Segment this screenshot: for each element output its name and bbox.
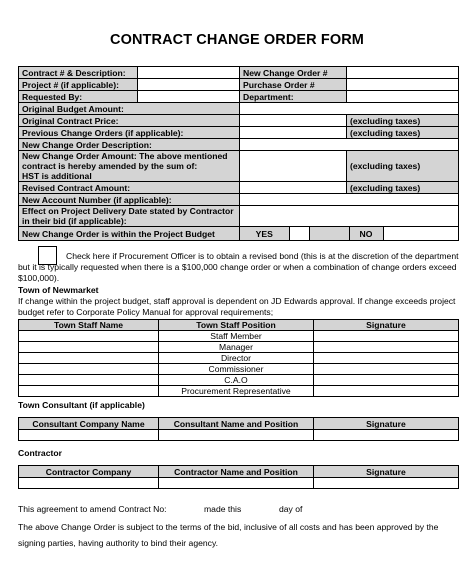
new-co-amount-label: [19, 151, 240, 182]
contractor-heading: Contractor: [18, 448, 62, 458]
revised-amount-label: Revised Contract Amount:: [19, 182, 240, 194]
contractor-company-field[interactable]: [19, 478, 159, 489]
town-position: Staff Member: [159, 331, 314, 342]
prev-co-label: Previous Change Orders (if applicable):: [19, 127, 240, 139]
new-co-desc-field[interactable]: [240, 139, 459, 151]
contractor-table: [18, 465, 459, 489]
revised-amount-field[interactable]: [240, 182, 347, 194]
prev-co-field[interactable]: [240, 127, 347, 139]
revised-amount-tax-note: (excluding taxes): [347, 182, 459, 194]
col-consultant-name: Consultant Name and Position: [159, 418, 314, 430]
col-contractor-company: Contractor Company: [19, 466, 159, 478]
yes-no-table: [240, 227, 459, 240]
consultant-company-field[interactable]: [19, 430, 159, 441]
orig-price-field[interactable]: [240, 115, 347, 127]
col-contractor-name: Contractor Name and Position: [159, 466, 314, 478]
col-town-signature: Signature: [314, 320, 459, 331]
new-co-amount-tax-note: (excluding taxes): [347, 151, 459, 182]
consultant-heading: Town Consultant (if applicable): [18, 400, 145, 410]
contract-desc-label: Contract # & Description:: [19, 67, 138, 79]
town-name-field[interactable]: [19, 353, 159, 364]
town-position: Director: [159, 353, 314, 364]
town-signature-field[interactable]: [314, 386, 459, 397]
town-signature-field[interactable]: [314, 342, 459, 353]
town-name-field[interactable]: [19, 364, 159, 375]
new-account-field[interactable]: [240, 194, 459, 206]
town-name-field[interactable]: [19, 386, 159, 397]
project-field[interactable]: [138, 79, 240, 91]
orig-budget-field[interactable]: [240, 103, 459, 115]
contractor-signature-field[interactable]: [314, 478, 459, 489]
yes-no-cell: [240, 227, 459, 241]
hst-additional: additional: [51, 171, 92, 181]
agreement-lead: This agreement to amend Contract No:: [18, 504, 167, 514]
revised-bond-text: Check here if Procurement Officer is to obtain a revised bond (this is at the discretion of the department but it is typically requested when there is a $100,000 change order or when a combination of change orders exceed $100,000).: [18, 251, 459, 283]
town-signature-field[interactable]: [314, 364, 459, 375]
no-checkbox[interactable]: [383, 227, 459, 240]
town-name-field[interactable]: [19, 375, 159, 386]
consultant-name-field[interactable]: [159, 430, 314, 441]
col-contractor-signature: Signature: [314, 466, 459, 478]
town-position: Commissioner: [159, 364, 314, 375]
yes-label: YES: [240, 227, 289, 240]
town-staff-table: [18, 319, 459, 397]
new-co-num-field[interactable]: [347, 67, 459, 79]
agreement-day-of: day of: [279, 504, 303, 514]
requested-by-field[interactable]: [138, 91, 240, 103]
town-approval-text: If change within the project budget, staff approval is dependent on JD Edwards approval. If change exceeds project budget refer to Corporate Policy Manual for approval requirements;: [18, 296, 456, 317]
new-co-amount-rest: The above mentioned contract is hereby amended by the sum of:: [22, 151, 228, 171]
within-budget-label: New Change Order is within the Project Budget: [19, 227, 240, 241]
effect-delivery-field[interactable]: [240, 206, 459, 227]
town-signature-field[interactable]: [314, 331, 459, 342]
new-co-amount-field[interactable]: [240, 151, 347, 182]
contract-desc-field[interactable]: [138, 67, 240, 79]
orig-price-tax-note: (excluding taxes): [347, 115, 459, 127]
department-label: Department:: [240, 91, 347, 103]
department-field[interactable]: [347, 91, 459, 103]
contract-details-table: [18, 66, 459, 241]
po-num-label: Purchase Order #: [240, 79, 347, 91]
new-co-desc-label: New Change Order Description:: [19, 139, 240, 151]
form-title: CONTRACT CHANGE ORDER FORM: [110, 32, 364, 48]
consultant-table: [18, 417, 459, 441]
orig-price-label: Original Contract Price:: [19, 115, 240, 127]
town-signature-field[interactable]: [314, 375, 459, 386]
po-num-field[interactable]: [347, 79, 459, 91]
contractor-name-field[interactable]: [159, 478, 314, 489]
effect-delivery-label: Effect on Project Delivery Date stated by Contractor in their bid (if applicable):: [19, 206, 240, 227]
town-signature-field[interactable]: [314, 353, 459, 364]
new-co-num-label: New Change Order #: [240, 67, 347, 79]
orig-budget-label: Original Budget Amount:: [19, 103, 240, 115]
yes-checkbox[interactable]: [289, 227, 309, 240]
agreement-text: The above Change Order is subject to the terms of the bid, inclusive of all costs and has been approved by the signing parties, having authority to bind their agency.: [18, 522, 439, 548]
new-account-label: New Account Number (if applicable):: [19, 194, 240, 206]
consultant-signature-field[interactable]: [314, 430, 459, 441]
town-name-field[interactable]: [19, 342, 159, 353]
new-co-amount-lead: New Change Order Amount:: [22, 151, 137, 161]
requested-by-label: Requested By:: [19, 91, 138, 103]
hst-lead: HST is: [22, 171, 52, 181]
town-heading: Town of Newmarket: [18, 285, 99, 295]
no-label: NO: [349, 227, 383, 240]
col-town-staff-name: Town Staff Name: [19, 320, 159, 331]
agreement-made: made this: [204, 504, 242, 514]
col-consultant-company: Consultant Company Name: [19, 418, 159, 430]
yes-no-spacer: [309, 227, 349, 240]
town-position: Manager: [159, 342, 314, 353]
town-position: C.A.O: [159, 375, 314, 386]
col-town-staff-position: Town Staff Position: [159, 320, 314, 331]
col-consultant-signature: Signature: [314, 418, 459, 430]
prev-co-tax-note: (excluding taxes): [347, 127, 459, 139]
town-position: Procurement Representative: [159, 386, 314, 397]
project-label: Project # (if applicable):: [19, 79, 138, 91]
town-name-field[interactable]: [19, 331, 159, 342]
